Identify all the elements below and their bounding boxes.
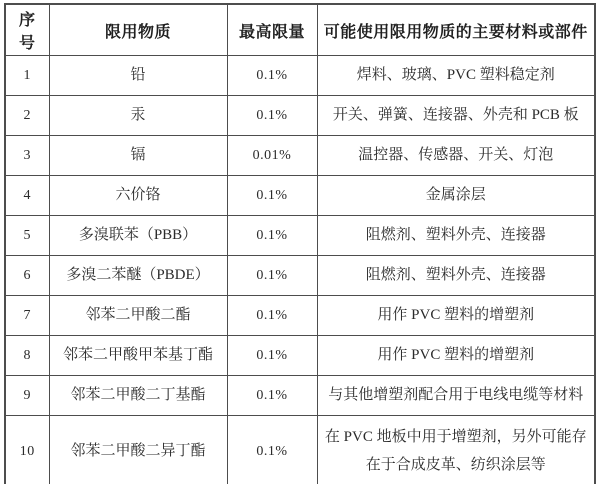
table-row xyxy=(5,56,595,96)
cell-substance: 六价铬 xyxy=(49,176,227,216)
table-row xyxy=(5,296,595,336)
cell-substance: 镉 xyxy=(49,136,227,176)
cell-substance: 汞 xyxy=(49,96,227,136)
column-header-serial: 序号 xyxy=(5,4,49,56)
cell-no: 1 xyxy=(5,56,49,96)
cell-substance: 邻苯二甲酸二酯 xyxy=(49,296,227,336)
table-row xyxy=(5,216,595,256)
cell-materials: 金属涂层 xyxy=(317,176,595,216)
cell-no: 10 xyxy=(5,416,49,484)
table-row xyxy=(5,136,595,176)
cell-materials: 用作 PVC 塑料的增塑剂 xyxy=(317,296,595,336)
column-header-limit: 最高限量 xyxy=(227,4,317,56)
cell-no: 3 xyxy=(5,136,49,176)
cell-limit: 0.1% xyxy=(227,176,317,216)
cell-substance: 邻苯二甲酸甲苯基丁酯 xyxy=(49,336,227,376)
cell-materials: 阻燃剂、塑料外壳、连接器 xyxy=(317,216,595,256)
cell-no: 2 xyxy=(5,96,49,136)
cell-limit: 0.1% xyxy=(227,376,317,416)
table-row xyxy=(5,336,595,376)
cell-materials: 温控器、传感器、开关、灯泡 xyxy=(317,136,595,176)
cell-materials: 与其他增塑剂配合用于电线电缆等材料 xyxy=(317,376,595,416)
restricted-substances-table xyxy=(4,3,596,484)
cell-limit: 0.1% xyxy=(227,256,317,296)
cell-no: 9 xyxy=(5,376,49,416)
cell-no: 5 xyxy=(5,216,49,256)
cell-limit: 0.1% xyxy=(227,296,317,336)
cell-materials: 开关、弹簧、连接器、外壳和 PCB 板 xyxy=(317,96,595,136)
cell-no: 4 xyxy=(5,176,49,216)
cell-limit: 0.1% xyxy=(227,216,317,256)
cell-materials: 在 PVC 地板中用于增塑剂，另外可能存在于合成皮革、纺织涂层等 xyxy=(317,416,595,484)
cell-substance: 铅 xyxy=(49,56,227,96)
table-header xyxy=(5,4,595,56)
cell-limit: 0.1% xyxy=(227,56,317,96)
cell-materials: 阻燃剂、塑料外壳、连接器 xyxy=(317,256,595,296)
header-row xyxy=(5,4,595,56)
cell-no: 8 xyxy=(5,336,49,376)
cell-limit: 0.1% xyxy=(227,416,317,484)
column-header-substance: 限用物质 xyxy=(49,4,227,56)
table-body xyxy=(5,56,595,484)
table-row xyxy=(5,376,595,416)
table-row xyxy=(5,176,595,216)
table-row xyxy=(5,416,595,484)
cell-substance: 邻苯二甲酸二丁基酯 xyxy=(49,376,227,416)
cell-limit: 0.1% xyxy=(227,96,317,136)
cell-limit: 0.01% xyxy=(227,136,317,176)
cell-no: 7 xyxy=(5,296,49,336)
cell-substance: 邻苯二甲酸二异丁酯 xyxy=(49,416,227,484)
table-row xyxy=(5,96,595,136)
cell-no: 6 xyxy=(5,256,49,296)
cell-substance: 多溴联苯（PBB） xyxy=(49,216,227,256)
cell-substance: 多溴二苯醚（PBDE） xyxy=(49,256,227,296)
cell-limit: 0.1% xyxy=(227,336,317,376)
column-header-materials: 可能使用限用物质的主要材料或部件 xyxy=(317,4,595,56)
cell-materials: 焊料、玻璃、PVC 塑料稳定剂 xyxy=(317,56,595,96)
table-row xyxy=(5,256,595,296)
cell-materials: 用作 PVC 塑料的增塑剂 xyxy=(317,336,595,376)
